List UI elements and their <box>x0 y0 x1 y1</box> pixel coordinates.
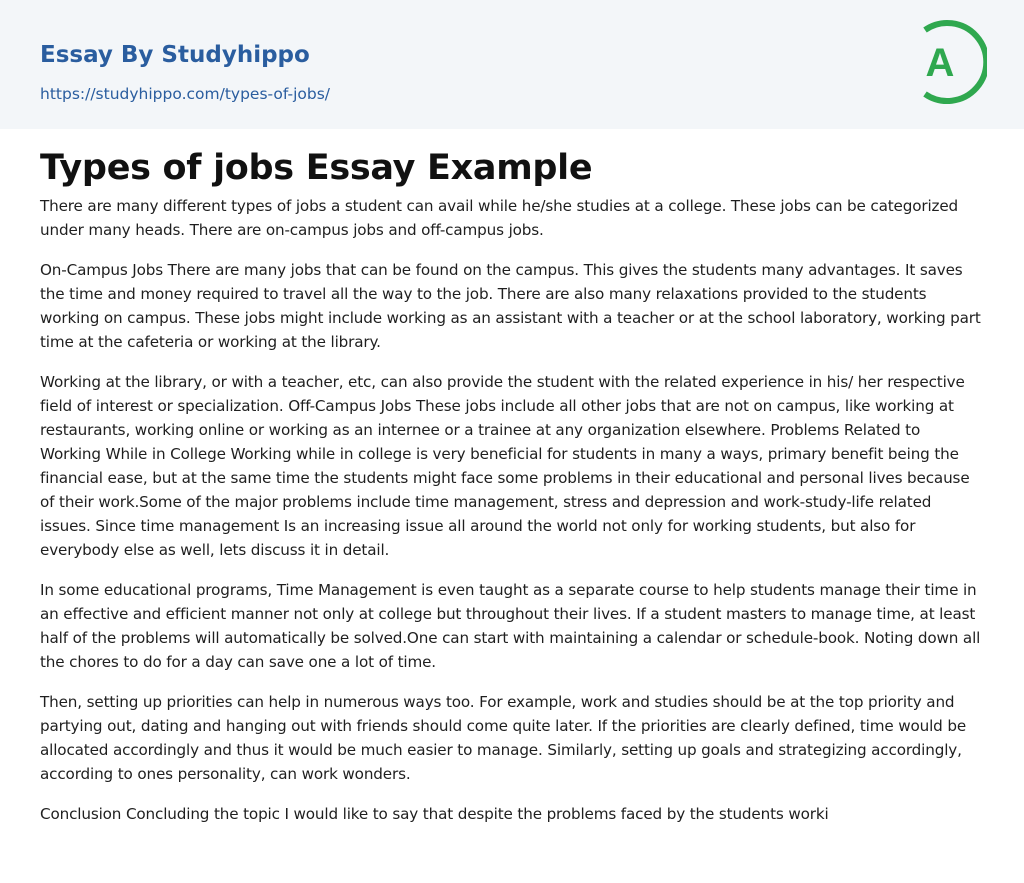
article-paragraph: Working at the library, or with a teacher, etc, can also provide the student with the related experience in his/ her respective field of interest or specialization. Off-Campus Jobs These jobs include all other jobs that are not on campus, like working at restaurants, working online or working as an internee or a trainee at any organization elsewhere. Problems Related to Working While in College Working while in college is very beneficial for students in many a ways, primary benefit being the financial ease, but at the same time the students might face some problems in their educational and personal lives because of their work.Some of the major problems include time management, stress and depression and work-study-life related issues. Since time management Is an increasing issue all around the world not only for working students, but also for everybody else as well, lets discuss it in detail. <box>40 373 970 559</box>
logo-letter: A <box>925 41 955 85</box>
article-paragraph: On-Campus Jobs There are many jobs that can be found on the campus. This gives the students many advantages. It saves the time and money required to travel all the way to the job. There are also many relaxations provided to the students working on campus. These jobs might include working as an assistant with a teacher or at the school laboratory, working part time at the cafeteria or working at the library. <box>40 261 981 351</box>
article <box>0 129 1024 826</box>
site-header <box>0 0 1024 129</box>
article-paragraph: Then, setting up priorities can help in numerous ways too. For example, work and studies should be at the top priority and partying out, dating and hanging out with friends should come quite later. If the priorities are clearly defined, time would be allocated accordingly and thus it would be much easier to manage. Similarly, setting up goals and strategizing accordingly, according to ones personality, can work wonders. <box>40 693 967 783</box>
article-paragraph: In some educational programs, Time Management is even taught as a separate course to help students manage their time in an effective and efficient manner not only at college but throughout their lives. If a student masters to manage time, at least half of the problems will automatically be solved.One can start with maintaining a calendar or schedule-book. Noting down all the chores to do for a day can save one a lot of time. <box>40 581 981 671</box>
studyhippo-logo-icon[interactable] <box>911 18 987 106</box>
article-paragraph: Conclusion Concluding the topic I would like to say that despite the problems faced by the students worki <box>40 805 829 823</box>
article-title: Types of jobs Essay Example <box>40 148 593 188</box>
site-brand[interactable]: Essay By Studyhippo <box>40 42 310 68</box>
article-paragraph: There are many different types of jobs a student can avail while he/she studies at a college. These jobs can be categorized under many heads. There are on-campus jobs and off-campus jobs. <box>40 197 959 239</box>
source-url-link[interactable]: https://studyhippo.com/types-of-jobs/ <box>40 85 331 103</box>
